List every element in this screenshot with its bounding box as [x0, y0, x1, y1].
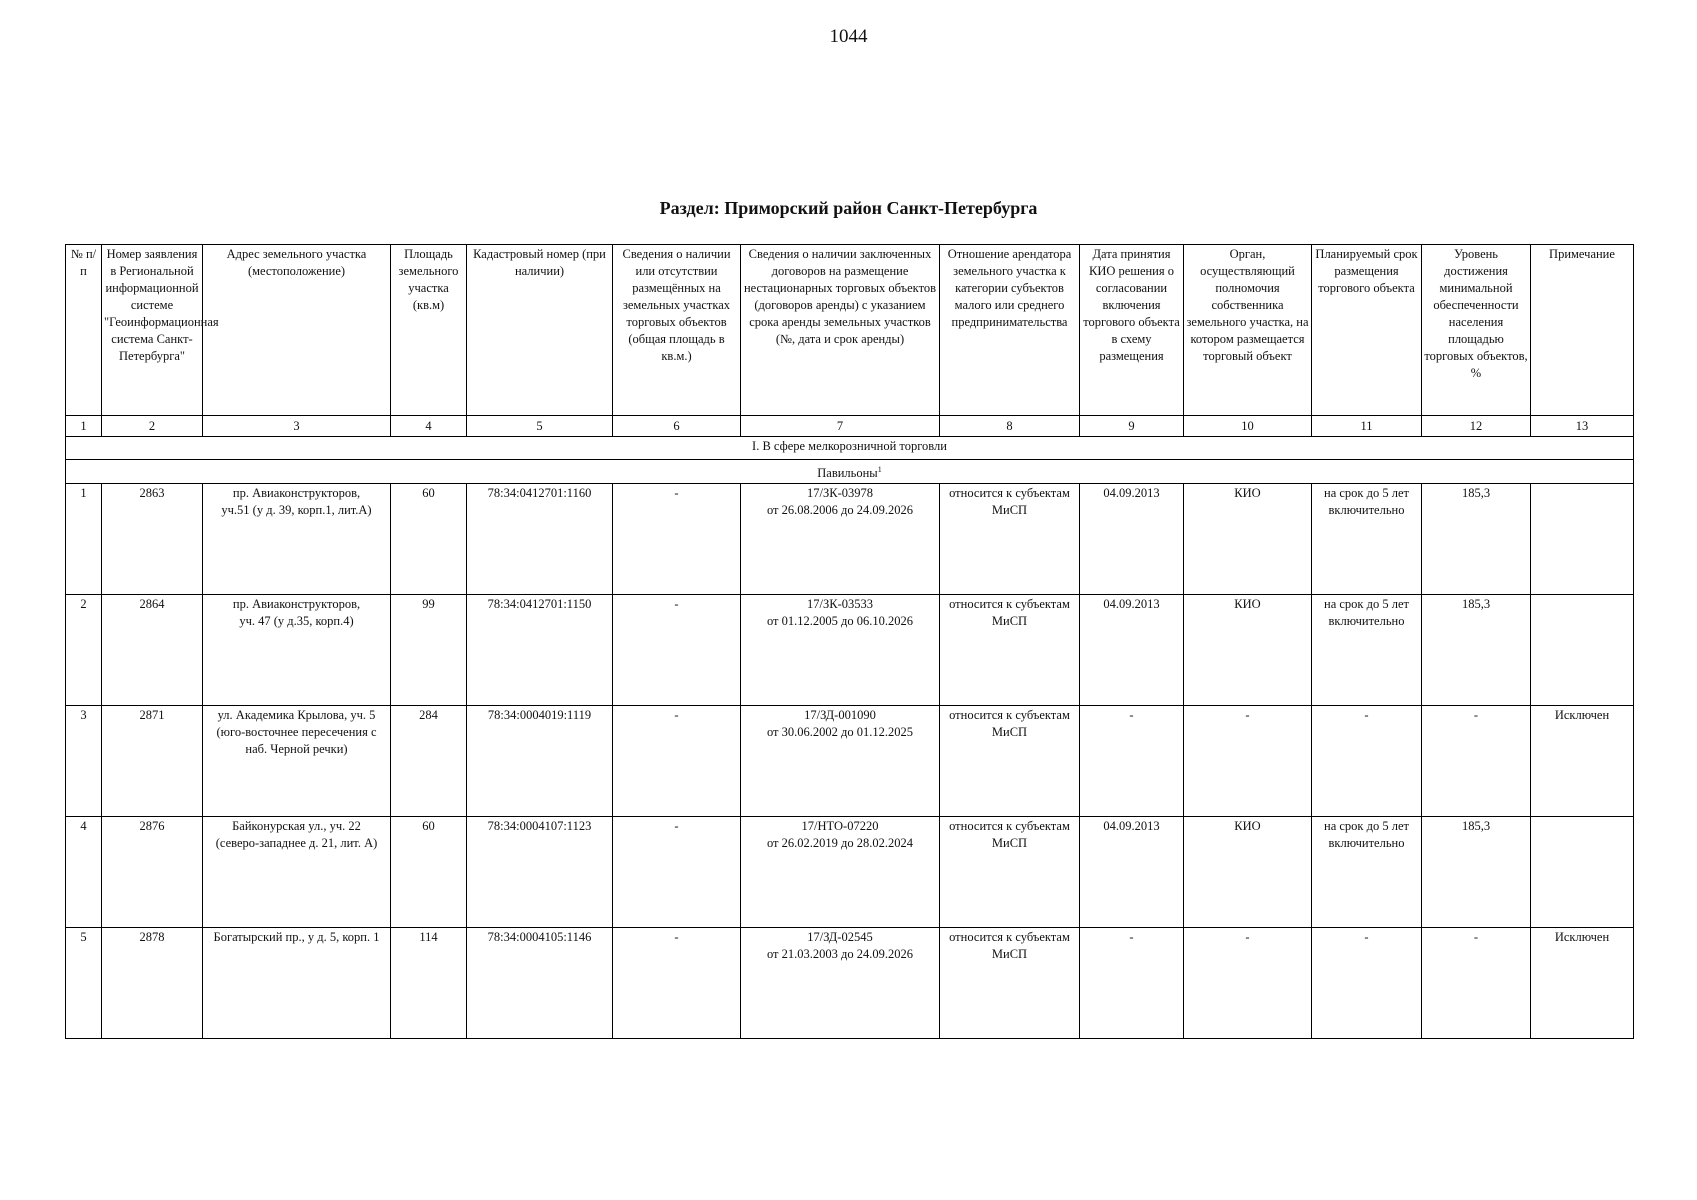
group-title: I. В сфере мелкорозничной торговли — [66, 437, 1634, 460]
contract-info — [741, 595, 940, 706]
authority-line: КИО — [1234, 486, 1261, 501]
section-title: Раздел: Приморский район Санкт-Петербурга — [659, 198, 1038, 218]
contract-info-line: 17/ЗД-02545 — [807, 930, 873, 945]
page-number: 1044 — [829, 26, 868, 47]
area — [391, 928, 467, 1039]
smb-category-line: относится к субъектам — [949, 486, 1070, 501]
table-row — [66, 484, 1634, 595]
note — [1531, 928, 1634, 1039]
address-line: (юго-восточнее пересечения с наб. Черной речки) — [216, 725, 377, 757]
column-number: 4 — [391, 416, 467, 437]
planned-term-line: на срок до 5 лет — [1324, 597, 1409, 612]
authority — [1184, 595, 1312, 706]
application-number — [102, 706, 203, 817]
planned-term — [1312, 928, 1422, 1039]
cadastral-number-line: 78:34:0412701:1150 — [487, 597, 592, 612]
provision-level-line: 185,3 — [1461, 597, 1491, 612]
contract-info-line: от 26.02.2019 до 28.02.2024 — [766, 836, 914, 851]
column-number: 6 — [613, 416, 741, 437]
area-line: 114 — [419, 930, 438, 945]
application-number — [102, 595, 203, 706]
contract-info-line: от 30.06.2002 до 01.12.2025 — [766, 725, 914, 740]
cadastral-number-line: 78:34:0004107:1123 — [487, 819, 592, 834]
column-header: Планируемый срок размещения торгового объекта — [1312, 245, 1422, 416]
planned-term — [1312, 484, 1422, 595]
row-number — [66, 706, 102, 817]
row-number-line: 4 — [80, 819, 87, 834]
register-table — [65, 244, 1634, 1039]
area-line: 284 — [419, 708, 438, 723]
column-header: Уровень достижения минимальной обеспеченности населения площадью торговых объектов, % — [1422, 245, 1531, 416]
objects-info-line: - — [674, 819, 679, 834]
column-header: Отношение арендатора земельного участка к категории субъектов малого или среднего предпринимательства — [940, 245, 1080, 416]
contract-info-line: 17/НТО-07220 — [801, 819, 879, 834]
address-line: Богатырский пр., у д. 5, корп. 1 — [213, 930, 380, 945]
cadastral-number — [467, 595, 613, 706]
address-line: пр. Авиаконструкторов, — [232, 486, 361, 501]
planned-term-line: включительно — [1328, 614, 1405, 629]
row-number — [66, 817, 102, 928]
address — [203, 817, 391, 928]
planned-term — [1312, 595, 1422, 706]
area-line: 60 — [422, 819, 435, 834]
smb-category-line: относится к субъектам — [949, 708, 1070, 723]
row-number — [66, 595, 102, 706]
contract-info — [741, 928, 940, 1039]
column-header: Сведения о наличии или отсутствии размещённых на земельных участках торговых объектов (общая площадь в кв.м.) — [613, 245, 741, 416]
group-row — [66, 437, 1634, 460]
authority-line: КИО — [1234, 597, 1261, 612]
address-line: ул. Академика Крылова, уч. 5 — [217, 708, 376, 723]
authority-line: - — [1245, 930, 1250, 945]
decision-date-line: 04.09.2013 — [1103, 597, 1160, 612]
smb-category-line: МиСП — [991, 614, 1028, 629]
area — [391, 706, 467, 817]
decision-date — [1080, 706, 1184, 817]
column-number: 12 — [1422, 416, 1531, 437]
contract-info-line: 17/ЗК-03978 — [807, 486, 873, 501]
decision-date — [1080, 928, 1184, 1039]
table-row — [66, 706, 1634, 817]
row-number — [66, 484, 102, 595]
cadastral-number — [467, 817, 613, 928]
area-line: 60 — [422, 486, 435, 501]
area-line: 99 — [422, 597, 435, 612]
row-number-line: 3 — [80, 708, 87, 723]
smb-category — [940, 484, 1080, 595]
column-number: 9 — [1080, 416, 1184, 437]
smb-category — [940, 595, 1080, 706]
note — [1531, 817, 1634, 928]
smb-category-line: МиСП — [991, 947, 1028, 962]
column-number: 3 — [203, 416, 391, 437]
row-number-line: 1 — [80, 486, 87, 501]
header-row — [66, 245, 1634, 416]
column-header: Орган, осуществляющий полномочия собственника земельного участка, на котором размещается торговый объект — [1184, 245, 1312, 416]
authority — [1184, 928, 1312, 1039]
column-number: 2 — [102, 416, 203, 437]
smb-category-line: МиСП — [991, 725, 1028, 740]
authority — [1184, 484, 1312, 595]
planned-term-line: включительно — [1328, 836, 1405, 851]
application-number — [102, 817, 203, 928]
subgroup-title: Павильоны — [817, 466, 878, 481]
application-number-line: 2863 — [139, 486, 165, 501]
column-header: Примечание — [1531, 245, 1634, 416]
row-number-line: 5 — [80, 930, 87, 945]
subgroup-cell — [66, 460, 1634, 484]
planned-term — [1312, 706, 1422, 817]
column-header: № п/п — [66, 245, 102, 416]
planned-term-line: включительно — [1328, 503, 1405, 518]
authority-line: - — [1245, 708, 1250, 723]
objects-info — [613, 817, 741, 928]
address-line: уч.51 (у д. 39, корп.1, лит.А) — [221, 503, 372, 518]
provision-level-line: - — [1473, 930, 1479, 945]
contract-info — [741, 817, 940, 928]
cadastral-number-line: 78:34:0412701:1160 — [487, 486, 592, 501]
note — [1531, 706, 1634, 817]
provision-level-line: 185,3 — [1461, 819, 1491, 834]
objects-info-line: - — [674, 597, 679, 612]
decision-date-line: - — [1129, 708, 1134, 723]
column-header: Площадь земельного участка (кв.м) — [391, 245, 467, 416]
column-header: Кадастровый номер (при наличии) — [467, 245, 613, 416]
subgroup-row — [66, 460, 1634, 484]
column-number: 1 — [66, 416, 102, 437]
address — [203, 706, 391, 817]
objects-info-line: - — [674, 708, 679, 723]
decision-date — [1080, 484, 1184, 595]
smb-category — [940, 706, 1080, 817]
provision-level — [1422, 484, 1531, 595]
column-number-row — [66, 416, 1634, 437]
column-header: Сведения о наличии заключенных договоров на размещение нестационарных торговых объектов (договоров аренды) с указанием срока аренды земельных участков (№, дата и срок аренды) — [741, 245, 940, 416]
column-number: 13 — [1531, 416, 1634, 437]
address-line: Байконурская ул., уч. 22 — [232, 819, 361, 834]
provision-level — [1422, 928, 1531, 1039]
area — [391, 595, 467, 706]
table-row — [66, 928, 1634, 1039]
column-number: 10 — [1184, 416, 1312, 437]
row-number — [66, 928, 102, 1039]
objects-info-line: - — [674, 930, 679, 945]
smb-category — [940, 817, 1080, 928]
decision-date — [1080, 817, 1184, 928]
authority-line: КИО — [1234, 819, 1261, 834]
planned-term-line: - — [1364, 708, 1369, 723]
address — [203, 484, 391, 595]
contract-info-line: 17/ЗК-03533 — [807, 597, 873, 612]
application-number — [102, 484, 203, 595]
column-number: 7 — [741, 416, 940, 437]
planned-term-line: - — [1364, 930, 1369, 945]
provision-level-line: 185,3 — [1461, 486, 1491, 501]
contract-info — [741, 484, 940, 595]
address — [203, 595, 391, 706]
address-line: (северо-западнее д. 21, лит. А) — [215, 836, 378, 851]
smb-category-line: относится к субъектам — [949, 930, 1070, 945]
smb-category-line: МиСП — [991, 503, 1028, 518]
smb-category-line: МиСП — [991, 836, 1028, 851]
provision-level — [1422, 706, 1531, 817]
decision-date-line: 04.09.2013 — [1103, 819, 1160, 834]
address-line: уч. 47 (у д.35, корп.4) — [239, 614, 354, 629]
authority — [1184, 817, 1312, 928]
provision-level — [1422, 595, 1531, 706]
application-number-line: 2876 — [139, 819, 165, 834]
column-number: 11 — [1312, 416, 1422, 437]
decision-date-line: - — [1129, 930, 1134, 945]
note-line: Исключен — [1554, 708, 1610, 723]
table-row — [66, 817, 1634, 928]
smb-category — [940, 928, 1080, 1039]
objects-info — [613, 484, 741, 595]
column-header: Адрес земельного участка (местоположение) — [203, 245, 391, 416]
planned-term-line: на срок до 5 лет — [1324, 486, 1409, 501]
table-row — [66, 595, 1634, 706]
cadastral-number-line: 78:34:0004105:1146 — [487, 930, 592, 945]
decision-date — [1080, 595, 1184, 706]
contract-info-line: от 26.08.2006 до 24.09.2026 — [766, 503, 914, 518]
cadastral-number-line: 78:34:0004019:1119 — [487, 708, 592, 723]
authority — [1184, 706, 1312, 817]
address — [203, 928, 391, 1039]
note-line: Исключен — [1554, 930, 1610, 945]
provision-level — [1422, 817, 1531, 928]
footnote-marker: 1 — [877, 465, 882, 474]
area — [391, 484, 467, 595]
provision-level-line: - — [1473, 708, 1479, 723]
smb-category-line: относится к субъектам — [949, 819, 1070, 834]
cadastral-number — [467, 484, 613, 595]
area — [391, 817, 467, 928]
application-number — [102, 928, 203, 1039]
contract-info-line: от 01.12.2005 до 06.10.2026 — [766, 614, 914, 629]
objects-info — [613, 706, 741, 817]
column-header: Дата принятия КИО решения о согласовании включения торгового объекта в схему размещения — [1080, 245, 1184, 416]
planned-term-line: на срок до 5 лет — [1324, 819, 1409, 834]
objects-info — [613, 928, 741, 1039]
column-number: 8 — [940, 416, 1080, 437]
note — [1531, 484, 1634, 595]
application-number-line: 2864 — [139, 597, 165, 612]
column-number: 5 — [467, 416, 613, 437]
cadastral-number — [467, 928, 613, 1039]
decision-date-line: 04.09.2013 — [1103, 486, 1160, 501]
note — [1531, 595, 1634, 706]
application-number-line: 2878 — [139, 930, 165, 945]
column-header: Номер заявления в Региональной информационной системе "Геоинформационная система Санкт-Петербурга" — [102, 245, 203, 416]
contract-info-line: от 21.03.2003 до 24.09.2026 — [766, 947, 914, 962]
address-line: пр. Авиаконструкторов, — [232, 597, 361, 612]
row-number-line: 2 — [80, 597, 87, 612]
application-number-line: 2871 — [139, 708, 165, 723]
objects-info — [613, 595, 741, 706]
cadastral-number — [467, 706, 613, 817]
smb-category-line: относится к субъектам — [949, 597, 1070, 612]
planned-term — [1312, 817, 1422, 928]
contract-info — [741, 706, 940, 817]
objects-info-line: - — [674, 486, 679, 501]
contract-info-line: 17/ЗД-001090 — [804, 708, 876, 723]
